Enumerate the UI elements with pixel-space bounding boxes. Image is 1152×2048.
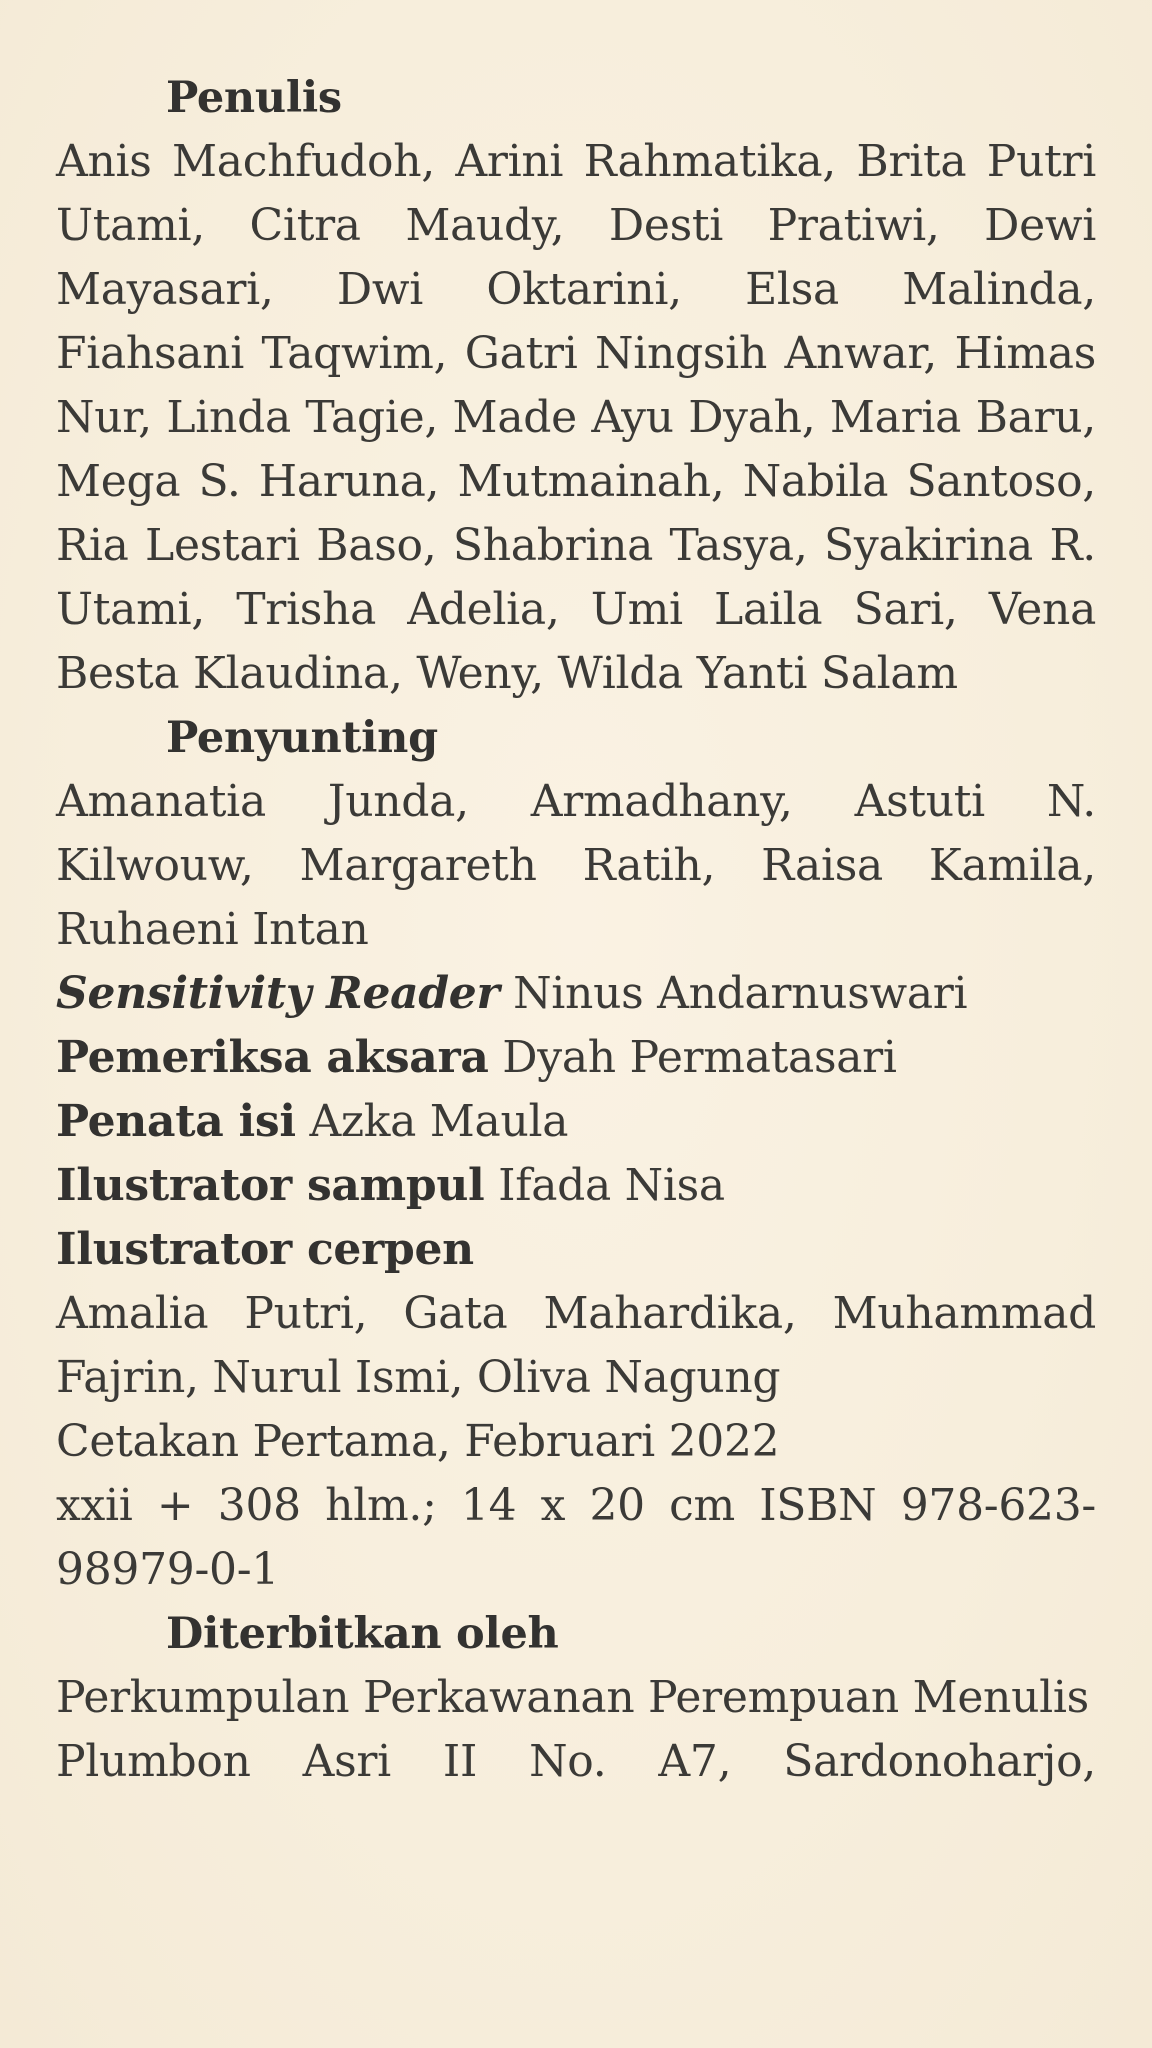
ilustrator-cerpen-list: Amalia Putri, Gata Mahardika, Muhammad Fajrin, Nurul Ismi, Oliva Nagung: [56, 1288, 1096, 1403]
publisher-heading: Diterbitkan oleh: [166, 1609, 559, 1659]
penulis-list: Anis Machfudoh, Arini Rahmatika, Brita Putri Utami, Citra Maudy, Desti Pratiwi, Dewi Mayasari, Dwi Oktarini, Elsa Malinda, Fiahsani Taqwim, Gatri Ningsih Anwar, Himas Nur, Linda Tagie, Made Ayu Dyah, Maria Baru, Mega S. Haruna, Mutmainah, Nabila Santoso, Ria Lestari Baso, Shabrina Tasya, Syakirina R. Utami, Trisha Adelia, Umi Laila Sari, Vena Besta Klaudina, Weny, Wilda Yanti Salam: [56, 136, 1096, 699]
spec-isbn-line: xxii + 308 hlm.; 14 x 20 cm ISBN 978-623-98979-0-1: [56, 1480, 1096, 1595]
edition-line: Cetakan Pertama, Februari 2022: [56, 1416, 780, 1467]
penata-isi-value: Azka Maula: [309, 1096, 569, 1147]
publisher-address: Plumbon Asri II No. A7, Sardonoharjo,: [56, 1736, 1096, 1787]
penata-isi-label: Penata isi: [56, 1096, 296, 1147]
pemeriksa-aksara-line: [56, 1026, 1096, 1090]
penyunting-list: Amanatia Junda, Armadhany, Astuti N. Kilwouw, Margareth Ratih, Raisa Kamila, Ruhaeni Intan: [56, 776, 1096, 955]
ilustrator-sampul-line: [56, 1154, 1096, 1218]
pemeriksa-aksara-label: Pemeriksa aksara: [56, 1032, 489, 1083]
sensitivity-reader-label: Sensitivity Reader: [56, 968, 500, 1019]
sensitivity-reader-line: [56, 962, 1096, 1026]
ilustrator-sampul-value: Ifada Nisa: [498, 1160, 725, 1211]
colophon: [56, 66, 1096, 1794]
penata-isi-line: [56, 1090, 1096, 1154]
penulis-heading: Penulis: [166, 73, 342, 123]
publisher-name: Perkumpulan Perkawanan Perempuan Menulis: [56, 1672, 1089, 1723]
ilustrator-cerpen-label: Ilustrator cerpen: [56, 1224, 474, 1275]
sensitivity-reader-value: Ninus Andarnuswari: [513, 968, 968, 1019]
penyunting-heading: Penyunting: [166, 713, 438, 763]
ilustrator-sampul-label: Ilustrator sampul: [56, 1160, 485, 1211]
pemeriksa-aksara-value: Dyah Permatasari: [502, 1032, 897, 1083]
